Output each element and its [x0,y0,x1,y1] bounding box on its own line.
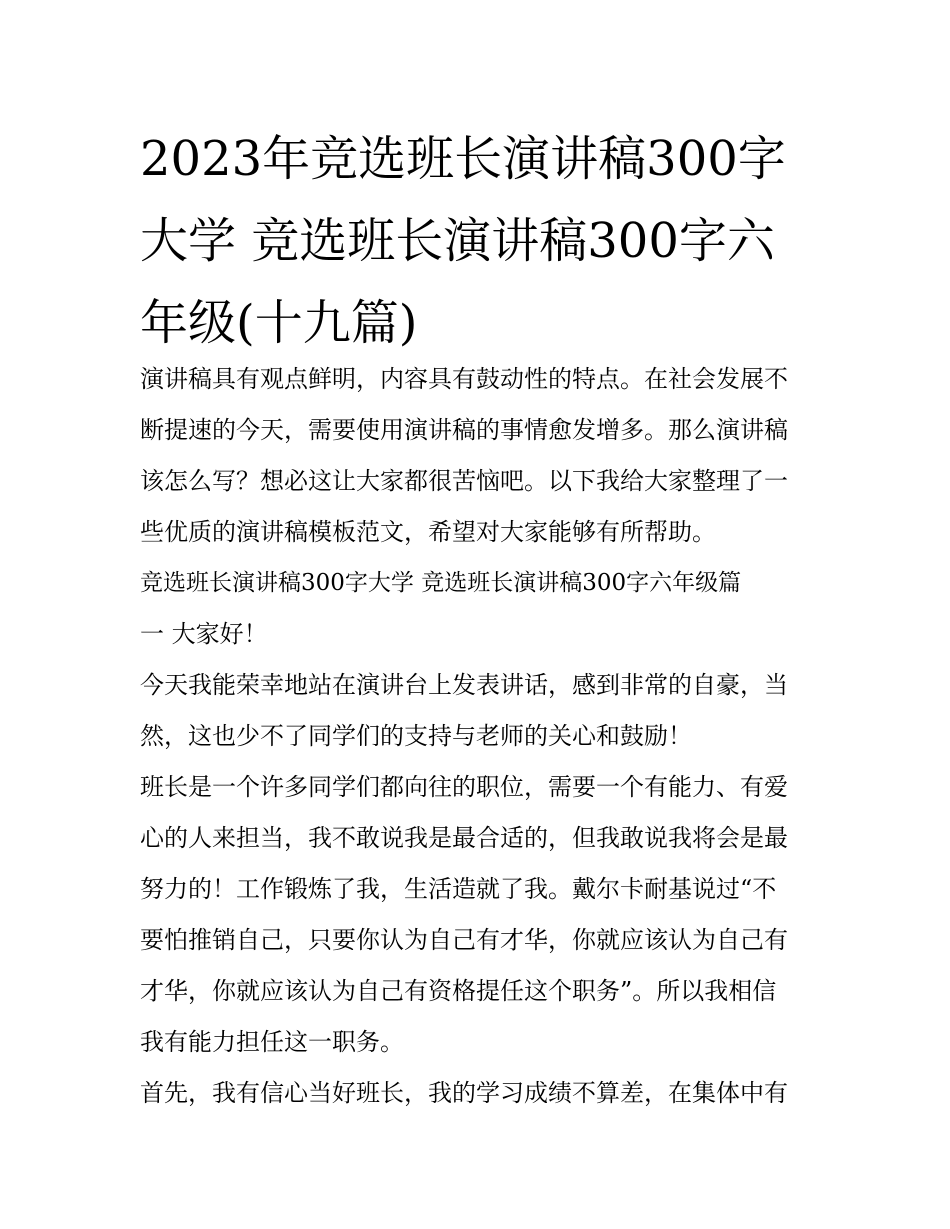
body-line: 要怕推销自己，只要你认为自己有才华，你就应该认为自己有 [140,926,788,954]
title-line-2: 大学 竞选班长演讲稿300字六 [140,213,775,269]
body-line: 才华，你就应该认为自己有资格提任这个职务”。所以我相信 [140,977,777,1005]
body-line: 心的人来担当，我不敢说我是最合适的，但我敢说我将会是最 [140,824,788,852]
body-line: 演讲稿具有观点鲜明，内容具有鼓动性的特点。在社会发展不 [140,365,788,393]
title-line-3: 年级(十九篇) [140,295,418,351]
document-title [140,118,820,364]
body-line: 我有能力担任这一职务。 [140,1028,404,1056]
body-line: 今天我能荣幸地站在演讲台上发表讲话，感到非常的自豪，当 [140,671,788,699]
body-line: 断提速的今天，需要使用演讲稿的事情愈发增多。那么演讲稿 [140,416,788,444]
body-line: 些优质的演讲稿模板范文，希望对大家能够有所帮助。 [140,518,716,546]
body-line: 首先，我有信心当好班长，我的学习成绩不算差，在集体中有 [140,1079,788,1107]
body-line: 努力的！工作锻炼了我，生活造就了我。戴尔卡耐基说过“不 [140,875,777,903]
body-line: 然，这也少不了同学们的支持与老师的关心和鼓励！ [140,722,692,750]
section-heading-line: 竞选班长演讲稿300字大学 竞选班长演讲稿300字六年级篇 [140,570,742,596]
body-line: 班长是一个许多同学们都向往的职位，需要一个有能力、有爱 [140,773,788,801]
title-line-1: 2023年竞选班长演讲稿300字 [140,131,786,187]
body-line: 一 大家好！ [140,620,268,648]
document-body [140,354,820,1119]
body-line: 该怎么写？想必这让大家都很苦恼吧。以下我给大家整理了一 [140,467,788,495]
